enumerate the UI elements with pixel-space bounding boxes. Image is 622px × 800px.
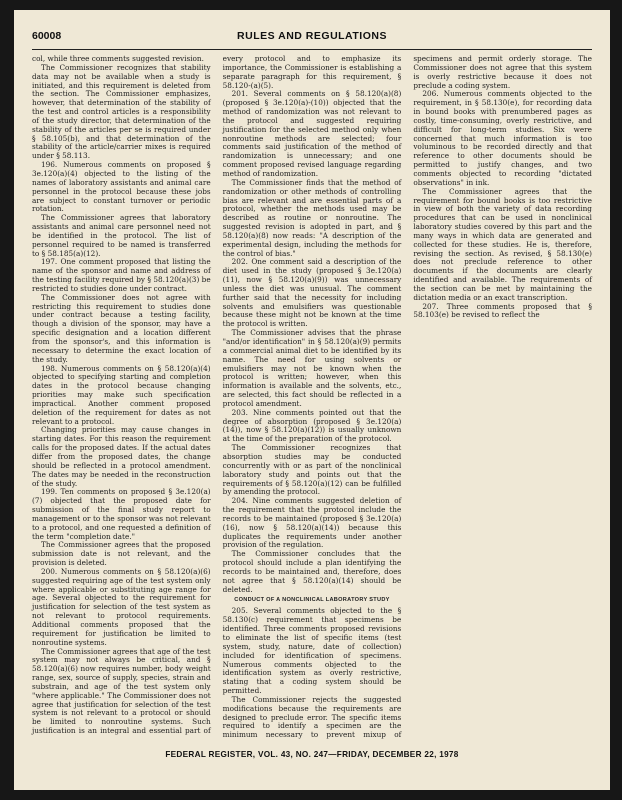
paragraph: 196. Numerous comments on proposed § 3e.120(a)(4) objected to the listing of the names of laboratory assistants and animal care personnel in the protocol because these jobs are subject to constant turnover or periodic rotation. xyxy=(32,160,211,214)
paragraph: 202. One comment said a description of the diet used in the study (proposed § 3e.120(a)(11), now § 58.120(a)(9)) was unnecessary unless the diet was unusual. The comment further said that the necessity for including solvents and emulsifiers was questionable because these might not be known at the time the protocol is written. xyxy=(222,257,402,329)
paragraph: 200. Numerous comments on § 58.120(a)(6) suggested requiring age of the test system only where applicable or substituting age range for age. Several objected to the requirement for justification for selection of the test system as not relevant to protocol requirements. Additional comments proposed that the requirement for justification be limited to nonroutine systems. xyxy=(32,566,211,647)
paragraph: The Commissioner recognizes that absorption studies may be conducted concurrently with or as part of the nonclinical laboratory study and points out that the requirements of § 58.120(a)(12) can be fulfilled by amending the protocol. xyxy=(222,443,402,497)
page-number: 60008 xyxy=(32,30,62,42)
page-footer: FEDERAL REGISTER, VOL. 43, NO. 247—FRIDAY, DECEMBER 22, 1978 xyxy=(165,750,459,759)
paragraph: The Commissioner concludes that the protocol should include a plan identifying the records to be maintained and, therefore, does not agree that § 58.120(a)(14) should be deleted. xyxy=(222,549,402,594)
paragraph: 201. Several comments on § 58.120(a)(8) (proposed § 3e.120(a)-(10)) objected that the method of randomization was not relevant to the protocol and suggested requiring justification for the selected method only when nonroutine methods are selected; four comments said justification of the method of randomization is unnecessary; and one comment proposed revised language regarding method of randomization. xyxy=(222,89,402,178)
paragraph: The Commissioner recognizes that stability data may not be available when a study is initiated, and this requirement is deleted from the section. The Commissioner emphasizes, however, that determination of the stability of the test and control articles is a responsibility of the study director, that determination of the stability of the articles per se is required under § 58.105(b), and that determination of the stability of the article/carrier mixes is required under § 58.113. xyxy=(32,62,211,161)
paragraph: The Commissioner finds that the method of randomization or other methods of controlling bias are relevant and are essential parts of a protocol, whether the methods used may be described as routine or nonroutine. The suggested revision is adopted in part, and § 58.120(a)(8) now reads: "A description of the experimental design, including the methods for the control of bias." xyxy=(222,177,402,258)
body-text xyxy=(32,55,592,741)
paragraph: The Commissioner agrees that the proposed submission date is not relevant, and the provision is deleted. xyxy=(32,540,211,568)
paragraph: 198. Numerous comments on § 58.120(a)(4) objected to specifying starting and completion dates in the protocol because changing priorities may make such specification impractical. Another comment proposed deletion of the requirement for dates as not relevant to a protocol. xyxy=(32,363,211,426)
paragraph: The Commissioner does not agree with restricting this requirement to studies done under contract because a testing facility, though a division of the sponsor, may have a specific designation and a location different from the sponsor's, and this information is necessary to determine the exact location of the study. xyxy=(32,292,211,364)
paragraph: Changing priorities may cause changes in starting dates. For this reason the requirement calls for the proposed dates. If the actual dates differ from the proposed dates, the change should be reflected in a protocol amendment. The dates may be needed in the reconstruction of the study. xyxy=(32,425,211,488)
running-head: RULES AND REGULATIONS xyxy=(237,30,387,42)
paragraph: 203. Nine comments pointed out that the degree of absorption (proposed § 3e.120(a)(14)), now § 58.120(a)(12)) is usually unknown at the time of the preparation of the protocol. xyxy=(222,407,402,444)
paragraph: The Commissioner advises that the phrase "and/or identification" in § 58.120(a)(9) permits a commercial animal diet to be identified by its name. The need for using solvents or emulsifiers may not be known when the protocol is written; however, when this information is available and the solvents, etc., are selected, this fact should be reflected in a protocol amendment. xyxy=(222,328,402,408)
paragraph: col, while three comments suggested revision. xyxy=(32,54,204,63)
paragraph: 207. Three comments proposed that § 58.103(e) be revised to reflect the xyxy=(413,301,592,320)
header-rule xyxy=(32,49,592,50)
paragraph: 206. Numerous comments objected to the requirement, in § 58.130(e), for recording data in bound books with prenumbered pages as costly, time-consuming, overly restrictive, and difficult for long-term studies. Six were concerned that much information is too voluminous to be recorded directly and that reference to other documents should be permitted to justify changes, and two comments objected to recording "dictated observations" in ink. xyxy=(413,89,592,187)
paragraph: The Commissioner rejects the suggested modifications because the requirements are designed to preclude error. The specific items required to identify a specimen are the minimum necessary to prevent mixup of specimens and permit orderly storage. The Commissioner does not agree that this system is overly restrictive because it does not preclude a coding system. xyxy=(222,54,592,740)
paragraph: 197. One comment proposed that listing the name of the sponsor and name and address of the testing facility required by § 58.120(a)(3) be restricted to studies done under contract. xyxy=(32,257,211,293)
paragraph: The Commissioner agrees that the requirement for bound books is too restrictive in view of both the variety of data recording procedures that can be used in nonclinical laboratory studies covered by this part and the many ways in which data are generated and collected for these studies. He is, therefore, revising the section. As revised, § 58.130(e) does not preclude reference to other documents if the documents are clearly identified and available. The requirements of the section can be met by maintaining the dictation media or an exact transcription. xyxy=(413,186,592,302)
page-header xyxy=(32,30,592,46)
paragraph: The Commissioner agrees that age of the test system may not always be critical, and § 58.120(a)(6) now requires number, body weight range, sex, source of supply, species, strain and substrain, and age of the test system only "where applicable." The Commissioner does not agree that justification for selection of the test system is not relevant to a protocol or should be limited to nonroutine systems. Such justification is an integral and essential part of every protocol and to emphasize its importance, the Commissioner is establishing a separate paragraph for this requirement, § 58.120-(a)(5). xyxy=(32,54,402,736)
paragraph: 199. Ten comments on proposed § 3e.120(a)(7) objected that the proposed date for submission of the final study report to management or to the sponsor was not relevant to a protocol, and one requested a definition of the term "completion date." xyxy=(32,487,211,541)
document-page xyxy=(14,10,610,790)
paragraph: 204. Nine comments suggested deletion of the requirement that the protocol include the records to be maintained (proposed § 3e.120(a)(16), now § 58.120(a)(14)) because this duplicates the requirements under another provision of the regulation. xyxy=(222,496,402,550)
paragraph: The Commissioner agrees that laboratory assistants and animal care personnel need not be identified in the protocol. The list of personnel required to be named is transferred to § 58.185(a)(12). xyxy=(32,213,211,258)
section-heading: CONDUCT OF A NONCLINICAL LABORATORY STUDY xyxy=(234,597,390,604)
paragraph: 205. Several comments objected to the § 58.130(c) requirement that specimens be identified. Three comments proposed revisions to eliminate the list of specific items (test system, study, nature, date of collection) included for identification of specimens. Numerous comments objected to the identification system as overly restrictive, stating that a coding system should be permitted. xyxy=(222,606,402,696)
